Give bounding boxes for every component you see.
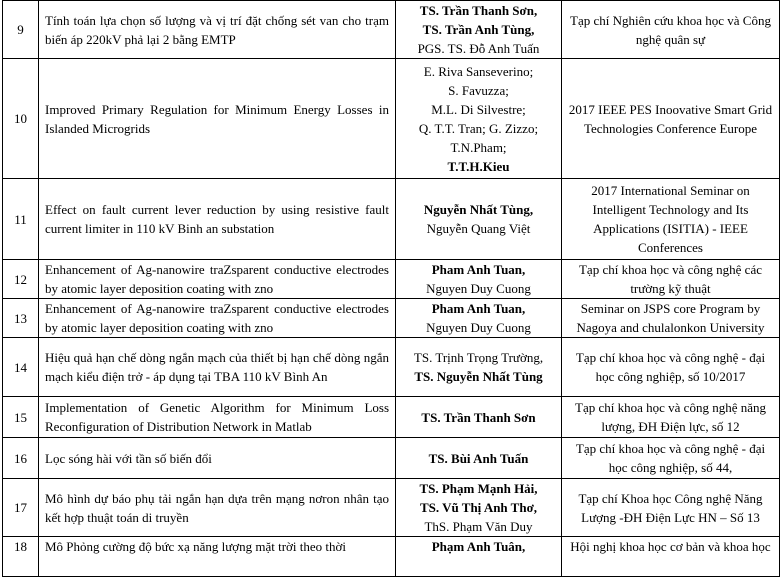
table-row	[3, 338, 780, 397]
venue-line: học công nghiệp, số 44,	[608, 460, 733, 475]
table-row	[3, 438, 780, 479]
publication-authors	[396, 299, 562, 338]
venue-line: Tạp chí khoa học và công nghệ - đại	[575, 350, 766, 365]
row-number: 13	[3, 299, 39, 338]
publications-table	[2, 0, 780, 577]
publication-venue	[562, 537, 780, 577]
table-row	[3, 397, 780, 438]
author-name: Phạm Anh Tuân,	[431, 539, 526, 554]
venue-line: Tạp chí Nghiên cứu khoa học và Công	[570, 12, 771, 28]
publication-title: Hiệu quả hạn chế dòng ngắn mạch của thiết bị hạn chế dòng ngắn mạch kiểu điện trở - áp dụng tại TBA 110 kV Bình An	[39, 338, 396, 397]
venue-line: học công nghiệp, số 10/2017	[595, 369, 746, 384]
publication-title: Improved Primary Regulation for Minimum Energy Losses in Islanded Microgrids	[39, 59, 396, 179]
row-number: 16	[3, 438, 39, 479]
author-name: S. Favuzza;	[448, 82, 509, 98]
venue-line: trường kỹ thuật	[630, 281, 711, 296]
publication-authors	[396, 397, 562, 438]
publication-venue	[562, 397, 780, 438]
venue-line: Tạp chí khoa học và công nghệ năng	[575, 400, 766, 415]
venue-line: Tạp chí khoa học và công nghệ các	[578, 262, 762, 277]
venue-line: Hội nghị khoa học cơ bản và khoa học	[570, 539, 771, 554]
publication-venue	[562, 1, 780, 59]
table-row	[3, 299, 780, 338]
author-name: Nguyễn Quang Việt	[426, 221, 531, 236]
table-row	[3, 59, 780, 179]
row-number: 11	[3, 179, 39, 260]
author-name: TS. Phạm Mạnh Hải,	[419, 481, 538, 496]
venue-line: Tạp chí Khoa học Công nghệ Năng	[578, 490, 763, 506]
author-name: TS. Nguyễn Nhất Tùng	[414, 369, 543, 384]
author-name: Nguyễn Nhất Tùng,	[423, 202, 534, 217]
author-name: TS. Trần Anh Tùng,	[422, 22, 535, 37]
author-name: TS. Trịnh Trọng Trường,	[413, 350, 544, 365]
author-name: T.T.H.Kieu	[447, 158, 510, 174]
venue-line: Seminar on JSPS core Program by	[580, 301, 761, 316]
publication-authors	[396, 537, 562, 577]
author-name: TS. Vũ Thị Anh Thơ,	[419, 500, 538, 515]
publication-title: Enhancement of Ag-nanowire traZsparent conductive electrodes by atomic layer deposition coating with zno	[39, 299, 396, 338]
row-number: 17	[3, 479, 39, 537]
table-row	[3, 1, 780, 59]
author-name: PGS. TS. Đỗ Anh Tuấn	[417, 41, 540, 56]
publication-authors	[396, 260, 562, 299]
publication-title: Effect on fault current lever reduction by using resistive fault current limiter in 110 kV Binh an substation	[39, 179, 396, 260]
venue-line: Nagoya and chulalonkon University	[576, 320, 765, 335]
publication-authors	[396, 338, 562, 397]
table-row	[3, 537, 780, 577]
publication-venue	[562, 338, 780, 397]
venue-line: nghệ quân sự	[635, 31, 706, 47]
row-number: 14	[3, 338, 39, 397]
publication-authors	[396, 1, 562, 59]
author-name: T.N.Pham;	[450, 139, 507, 155]
author-name: TS. Trần Thanh Sơn,	[419, 3, 538, 18]
publication-title: Tính toán lựa chọn số lượng và vị trí đặt chống sét van cho trạm biến áp 220kV phả lại 2 bằng EMTP	[39, 1, 396, 59]
venue-line: Intelligent Technology and Its	[592, 202, 749, 217]
venue-line: 2017 IEEE PES Inoovative Smart Grid	[568, 101, 773, 117]
publications-table-body	[3, 1, 780, 577]
row-number: 10	[3, 59, 39, 179]
publication-venue	[562, 299, 780, 338]
publication-title: Lọc sóng hài với tần số biến đổi	[39, 438, 396, 479]
venue-line: lượng, ĐH Điện lực, số 12	[601, 419, 740, 434]
venue-line: Lượng -ĐH Điện Lực HN – Số 13	[581, 509, 760, 525]
publication-authors	[396, 59, 562, 179]
row-number: 15	[3, 397, 39, 438]
author-name: Q. T.T. Tran; G. Zizzo;	[418, 120, 539, 136]
venue-line: Tạp chí khoa học và công nghệ - đại	[575, 441, 766, 456]
publication-title: Mô Phỏng cường độ bức xạ năng lượng mặt trời theo thời	[39, 537, 396, 577]
table-row	[3, 179, 780, 260]
publication-venue	[562, 438, 780, 479]
publication-title: Enhancement of Ag-nanowire traZsparent conductive electrodes by atomic layer deposition coating with zno	[39, 260, 396, 299]
publication-venue	[562, 59, 780, 179]
table-row	[3, 260, 780, 299]
publication-authors	[396, 179, 562, 260]
table-row	[3, 479, 780, 537]
publication-authors	[396, 479, 562, 537]
venue-line: Applications (ISITIA) - IEEE	[593, 221, 748, 236]
author-name: M.L. Di Silvestre;	[431, 101, 526, 117]
row-number: 18	[3, 537, 39, 577]
venue-line: Conferences	[638, 240, 703, 255]
author-name: Nguyen Duy Cuong	[426, 281, 531, 296]
venue-line: 2017 International Seminar on	[591, 183, 750, 198]
publication-title: Implementation of Genetic Algorithm for Minimum Loss Reconfiguration of Distribution Network in Matlab	[39, 397, 396, 438]
author-name: Pham Anh Tuan,	[431, 262, 526, 277]
row-number: 12	[3, 260, 39, 299]
publication-authors	[396, 438, 562, 479]
author-name: TS. Trần Thanh Sơn	[421, 409, 536, 425]
venue-line: Technologies Conference Europe	[583, 120, 758, 136]
publication-venue	[562, 479, 780, 537]
author-name: Pham Anh Tuan,	[431, 301, 526, 316]
author-name: ThS. Phạm Văn Duy	[424, 519, 533, 534]
row-number: 9	[3, 1, 39, 59]
author-name: Nguyen Duy Cuong	[426, 320, 531, 335]
publication-venue	[562, 179, 780, 260]
author-name: TS. Bùi Anh Tuấn	[428, 450, 529, 466]
author-name: E. Riva Sanseverino;	[423, 63, 534, 79]
publication-title: Mô hình dự báo phụ tải ngắn hạn dựa trên mạng nơron nhân tạo kết hợp thuật toán di truyền	[39, 479, 396, 537]
publication-venue	[562, 260, 780, 299]
